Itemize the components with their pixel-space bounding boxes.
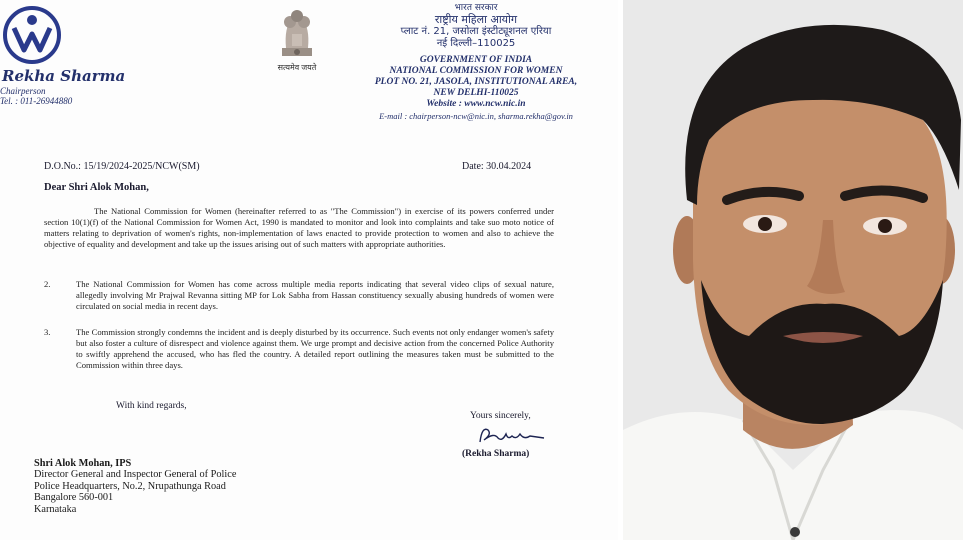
- hindi-line: भारत सरकार: [454, 3, 498, 13]
- portrait-photo: [623, 0, 963, 540]
- email-line: E-mail : chairperson-ncw@nic.in, sharma.rekha@gov.in: [379, 111, 573, 121]
- english-line: NEW DELHI-110025: [433, 88, 519, 98]
- salutation: Dear Shri Alok Mohan,: [44, 182, 149, 193]
- reference-number: D.O.No.: 15/19/2024-2025/NCW(SM): [44, 161, 200, 172]
- paragraph-2: [44, 279, 554, 312]
- paragraph-text: The Commission strongly condemns the incident and is deeply disturbed by its occurrence. Such events not only endanger women's safety but also foster a culture of disrespect and violence against them. We urge prompt and decisive action from the concerned Police Authority to swiftly apprehend the accused, who has fled the country. A detailed report outlining the measures taken must be submitted to the Commission within three days.: [76, 327, 554, 370]
- paragraph-text: The National Commission for Women has come across multiple media reports indicating that several video clips of sexual nature, allegedly involving Mr Prajwal Revanna sitting MP for Lok Sabha from Hassan constituency sexually abusing hundreds of women were circulated on social media in recent days.: [76, 279, 554, 311]
- ncw-logo-icon: [0, 4, 64, 66]
- paragraph-3: [44, 327, 554, 371]
- handwritten-signature-icon: [474, 422, 550, 448]
- paragraph-1: [44, 206, 554, 250]
- paragraph-number: 3.: [44, 327, 51, 337]
- hindi-line: प्लाट नं. 21, जसोला इंस्टीट्यूशनल एरिया: [400, 26, 552, 37]
- website-line: Website : www.ncw.nic.in: [426, 99, 526, 109]
- address-line: Bangalore 560-001: [34, 492, 114, 504]
- emblem-caption: सत्यमेव जयते: [277, 63, 317, 72]
- letterhead-address-block: [334, 2, 618, 122]
- english-line: GOVERNMENT OF INDIA: [419, 55, 533, 65]
- paragraph-text: The National Commission for Women (hereinafter referred to as "The Commission") in exercise of its powers conferred under section 10(1)(f) of the National Commission for Women Act, 1990 is mandated to monitor and look into complaints and take suo moto notice of matters relating to deprivation of women's rights, non-implementation of laws enacted to provide protection to women and also to achieve the objective of equality and development and take up the issues arising out of such matters with appropriate authorities.: [44, 206, 554, 249]
- signer-name: (Rekha Sharma): [462, 449, 530, 459]
- address-line: Director General and Inspector General of Police: [34, 469, 237, 481]
- portrait-image: [623, 0, 963, 540]
- hindi-line: नई दिल्ली–110025: [436, 38, 516, 49]
- english-line: PLOT NO. 21, JASOLA, INSTITUTIONAL AREA,: [374, 77, 578, 87]
- regards: With kind regards,: [116, 401, 187, 411]
- paragraph-number: 2.: [44, 279, 51, 289]
- national-emblem-icon: [270, 4, 324, 62]
- chairperson-title: Chairperson: [0, 86, 46, 96]
- chairperson-phone: Tel. : 011-26944880: [0, 96, 73, 106]
- letter-date: Date: 30.04.2024: [462, 161, 532, 172]
- address-line: Police Headquarters, No.2, Nrupathunga Road: [34, 480, 226, 492]
- hindi-line: राष्ट्रीय महिला आयोग: [434, 13, 518, 26]
- address-line: Shri Alok Mohan, IPS: [34, 458, 132, 469]
- closing: Yours sincerely,: [470, 411, 531, 421]
- chairperson-name: Rekha Sharma: [2, 67, 126, 85]
- english-line: NATIONAL COMMISSION FOR WOMEN: [389, 66, 563, 76]
- recipient-address: [34, 458, 236, 515]
- address-line: Karnataka: [34, 503, 77, 515]
